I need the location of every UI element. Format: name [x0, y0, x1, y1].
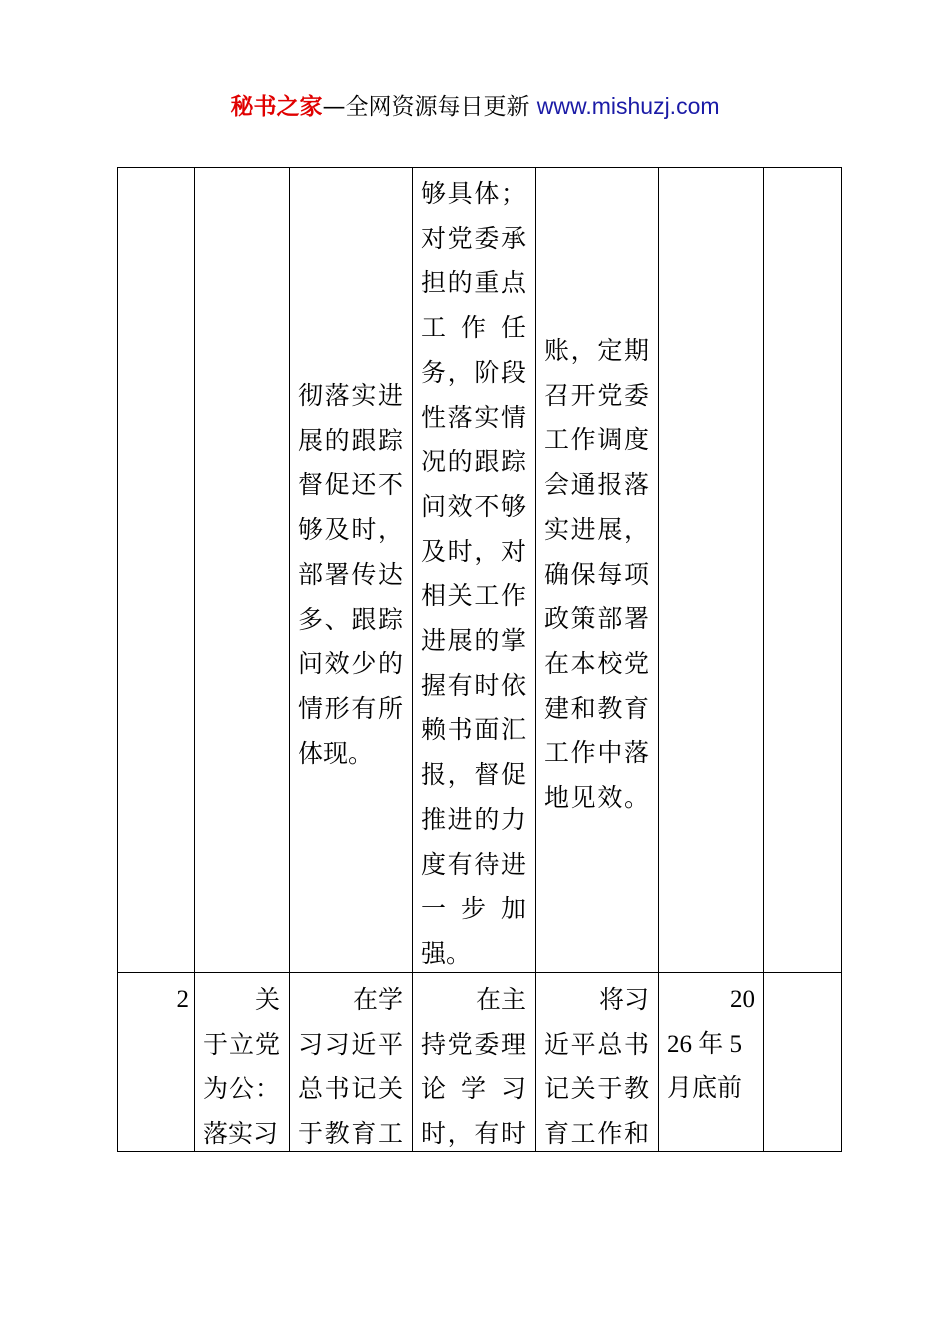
cell-line: 持党委理: [421, 1029, 526, 1059]
cell-line: 近平总书: [544, 1029, 649, 1059]
cell-line: 推进的力: [421, 804, 526, 834]
row2-topic-cell: [203, 978, 280, 1157]
row2-problem-cell: [298, 978, 403, 1157]
cell-line: 及时，对: [421, 536, 526, 566]
row1-detail-cell: [421, 172, 526, 977]
cell-line: 进展的掌: [421, 626, 526, 656]
cell-line: 会通报落: [544, 470, 649, 500]
row2-deadline-cell: [667, 978, 755, 1112]
cell-line: 为公：: [203, 1074, 280, 1104]
cell-line: 于教育工: [298, 1119, 403, 1149]
cell-line: 对党委承: [421, 223, 526, 253]
cell-line: 在主: [475, 985, 526, 1014]
row2-measure-cell: [544, 978, 649, 1157]
cell-line: 度有待进: [421, 849, 526, 879]
cell-line: 赖书面汇: [421, 715, 526, 745]
cell-line: 召开党委: [544, 380, 649, 410]
cell-line: 多、跟踪: [298, 604, 403, 634]
col-border: [117, 167, 118, 1152]
row1-problem-cell: [298, 374, 403, 776]
cell-line: 落实习: [203, 1119, 279, 1149]
cell-line: 情形有所: [298, 693, 403, 723]
cell-line: 报，督促: [421, 760, 526, 790]
cell-line: 问效少的: [298, 649, 403, 679]
cell-line: 将习: [598, 985, 649, 1014]
col-border: [763, 167, 764, 1152]
col-border: [412, 167, 413, 1152]
cell-line: 性落实情: [421, 402, 526, 432]
cell-line: 相关工作: [421, 581, 526, 611]
cell-line: 确保每项: [544, 559, 649, 589]
cell-line: 部署传达: [298, 559, 403, 589]
cell-line: 够及时，: [298, 515, 403, 545]
cell-line: 在本校党: [544, 648, 649, 678]
table-border-right: [841, 167, 842, 1152]
cell-line: 习习近平: [298, 1029, 403, 1059]
brand-name: 秘书之家: [230, 94, 323, 120]
cell-line: 务，阶段: [421, 357, 526, 387]
cell-line: 工作中落: [544, 738, 649, 768]
col-border: [289, 167, 290, 1152]
cell-line: 关: [254, 985, 280, 1014]
cell-line: 彻落实进: [298, 381, 403, 410]
cell-line: 于立党: [203, 1029, 280, 1059]
cell-line: 实进展，: [544, 514, 649, 544]
cell-line: 一 步 加: [421, 894, 526, 924]
table-border-top: [117, 167, 842, 168]
page-header: [0, 88, 950, 121]
cell-line: 26 年 5: [667, 1030, 743, 1058]
cell-line: 问效不够: [421, 491, 526, 521]
row2-number: 2: [176, 986, 189, 1013]
cell-line: 展的跟踪: [298, 425, 403, 455]
cell-line: 在学: [352, 985, 403, 1014]
header-url[interactable]: www.mishuzj.com: [536, 93, 720, 119]
cell-line: 够具体；: [421, 179, 526, 208]
cell-line: 况的跟踪: [421, 447, 526, 477]
col-border: [658, 167, 659, 1152]
cell-line: 地见效。: [544, 783, 649, 813]
cell-line: 时，有时: [421, 1119, 526, 1149]
header-tagline: —全网资源每日更新: [322, 94, 537, 120]
cell-line: 工作调度: [544, 425, 649, 455]
cell-line: 账，定期: [544, 336, 649, 365]
cell-line: 记关于教: [544, 1074, 649, 1104]
row2-detail-cell: [421, 978, 526, 1157]
cell-line: 担的重点: [421, 268, 526, 298]
cell-line: 20: [730, 986, 755, 1013]
cell-line: 育工作和: [544, 1119, 649, 1149]
row1-measure-cell: [544, 329, 649, 821]
cell-line: 政策部署: [544, 604, 649, 634]
col-border: [194, 167, 195, 1152]
cell-line: 论 学 习: [421, 1074, 526, 1104]
cell-line: 总书记关: [298, 1074, 403, 1104]
cell-line: 月底前: [667, 1075, 743, 1103]
col-border: [535, 167, 536, 1152]
cell-line: 工 作 任: [421, 313, 526, 343]
cell-line: 建和教育: [544, 693, 649, 723]
cell-line: 体现。: [298, 738, 374, 768]
cell-line: 督促还不: [298, 470, 403, 500]
cell-line: 强。: [421, 938, 472, 968]
cell-line: 握有时依: [421, 670, 526, 700]
